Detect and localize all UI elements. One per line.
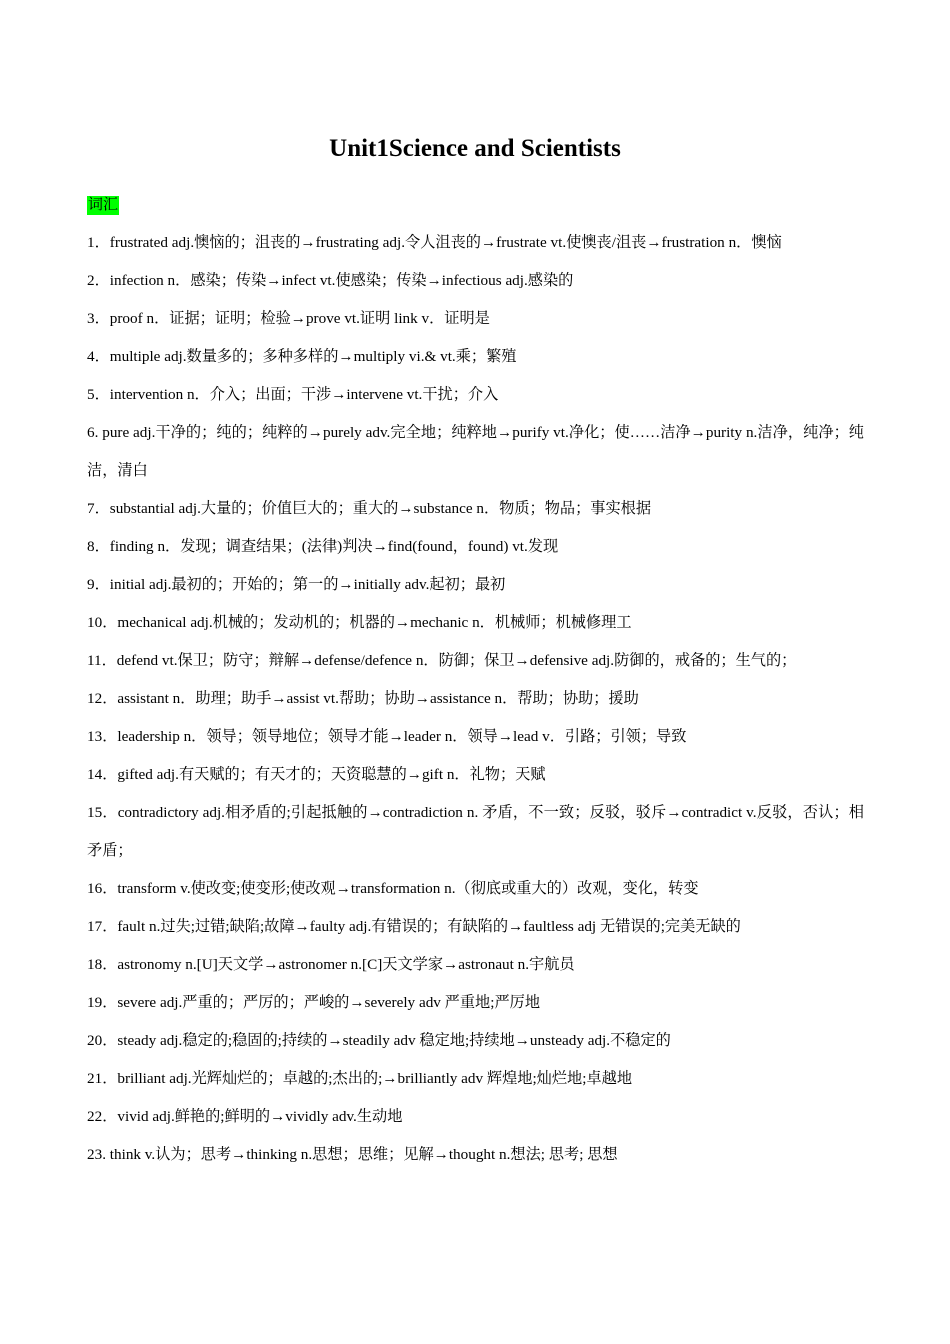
vocab-entry: 16．transform v.使改变;使变形;使改观→transformation n.（彻底或重大的）改观，变化，转变: [87, 880, 699, 897]
vocab-entry: 8．finding n．发现；调查结果；(法律)判决→find(found，found) vt.发现: [87, 538, 559, 555]
vocab-entry: 18．astronomy n.[U]天文学→astronomer n.[C]天文学家→astronaut n.宇航员: [87, 956, 575, 973]
page-title: Unit1Science and Scientists: [329, 135, 621, 162]
vocab-entry: 12．assistant n．助理；助手→assist vt.帮助；协助→assistance n．帮助；协助；援助: [87, 690, 639, 707]
vocab-entry: 6. pure adj.干净的；纯的；纯粹的→purely adv.完全地；纯粹地→purify vt.净化；使……洁净→purity n.洁净，纯净；纯洁，清白: [87, 424, 864, 479]
vocab-entry: 5．intervention n．介入；出面；干涉→intervene vt.干扰；介入: [87, 386, 499, 403]
vocab-entry: 13．leadership n．领导；领导地位；领导才能→leader n．领导→lead v．引路；引领；导致: [87, 728, 687, 745]
vocab-entry: 3．proof n．证据；证明；检验→prove vt.证明 link v．证明是: [87, 310, 490, 327]
vocab-entry: 21．brilliant adj.光辉灿烂的；卓越的;杰出的;→brilliantly adv 辉煌地;灿烂地;卓越地: [87, 1070, 633, 1087]
vocab-entry: 20．steady adj.稳定的;稳固的;持续的→steadily adv 稳定地;持续地→unsteady adj.不稳定的: [87, 1032, 671, 1049]
vocab-entry: 11．defend vt.保卫；防守；辩解→defense/defence n．防御；保卫→defensive adj.防御的，戒备的；生气的；: [87, 652, 797, 669]
vocab-entry: 1．frustrated adj.懊恼的；沮丧的→frustrating adj.令人沮丧的→frustrate vt.使懊丧/沮丧→frustration n．懊恼: [87, 234, 782, 251]
vocab-entry: 22．vivid adj.鲜艳的;鲜明的→vividly adv.生动地: [87, 1108, 403, 1125]
vocab-entry: 19．severe adj.严重的；严厉的；严峻的→severely adv 严重地;严厉地: [87, 994, 541, 1011]
vocabulary-list: [87, 224, 864, 1171]
vocab-entry: 15．contradictory adj.相矛盾的;引起抵触的→contradiction n. 矛盾，不一致；反驳，驳斥→contradict v.反驳，否认；相矛盾；: [87, 804, 864, 859]
vocab-entry: 2．infection n．感染；传染→infect vt.使感染；传染→infectious adj.感染的: [87, 272, 574, 289]
vocab-entry: 17．fault n.过失;过错;缺陷;故障→faulty adj.有错误的；有缺陷的→faultless adj 无错误的;完美无缺的: [87, 918, 741, 935]
vocab-entry: 9．initial adj.最初的；开始的；第一的→initially adv.起初；最初: [87, 576, 506, 593]
vocab-entry: 4．multiple adj.数量多的；多种多样的→multiply vi.& vt.乘；繁殖: [87, 348, 517, 365]
vocab-entry: 10．mechanical adj.机械的；发动机的；机器的→mechanic n．机械师；机械修理工: [87, 614, 632, 631]
vocab-entry: 23. think v.认为；思考→thinking n.思想；思维；见解→thought n.想法; 思考; 思想: [87, 1146, 618, 1163]
vocab-entry: 7．substantial adj.大量的；价值巨大的；重大的→substance n．物质；物品；事实根据: [87, 500, 652, 517]
section-label-highlight: 词汇: [88, 197, 119, 213]
vocab-entry: 14．gifted adj.有天赋的；有天才的；天资聪慧的→gift n．礼物；天赋: [87, 766, 546, 783]
